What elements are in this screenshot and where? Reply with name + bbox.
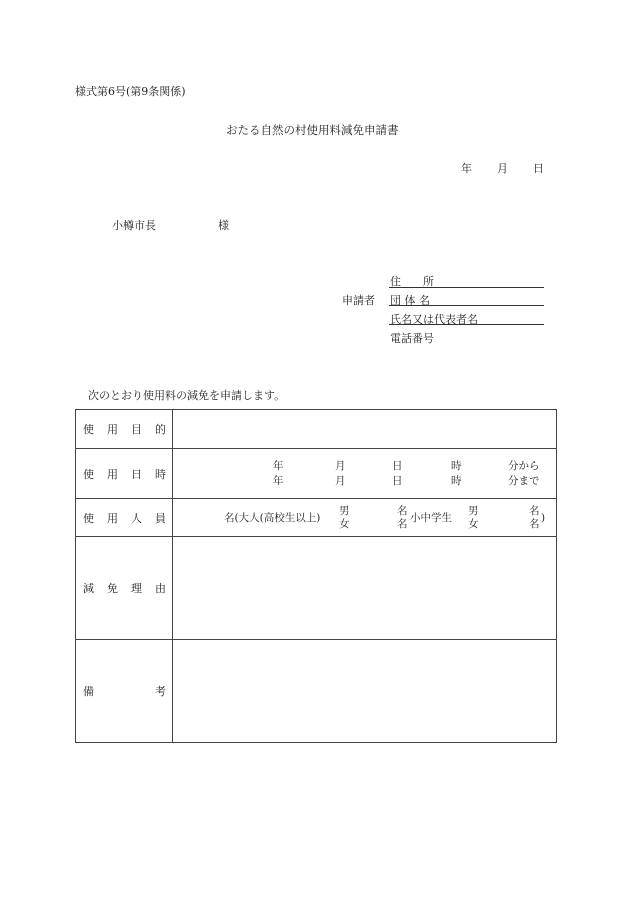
purpose-label-char: 用	[107, 423, 118, 436]
address-label: 住 所	[390, 275, 434, 288]
student-male-count-unit: 名	[529, 504, 540, 517]
applicant-label: 申請者	[342, 294, 375, 307]
date-year: 年	[461, 162, 472, 175]
people-label	[76, 499, 173, 537]
date-day: 日	[533, 162, 544, 175]
end-year: 年	[273, 474, 284, 487]
address-field[interactable]	[389, 287, 544, 288]
student-female-count-unit: 名	[529, 517, 540, 530]
group-name-label: 団 体 名	[390, 294, 430, 307]
start-day: 日	[392, 459, 403, 472]
student-male-label: 男	[468, 504, 479, 517]
document-title: おたる自然の村使用料減免申請書	[226, 123, 399, 137]
datetime-row	[76, 449, 557, 499]
reason-label-char: 減	[83, 582, 94, 595]
group-name-field[interactable]	[389, 305, 544, 306]
reason-label-char: 免	[107, 582, 118, 595]
reason-row	[76, 537, 557, 640]
datetime-field[interactable]	[173, 449, 557, 499]
student-label: 小中学生	[410, 511, 452, 524]
adult-female-label: 女	[339, 517, 350, 530]
application-table	[75, 409, 557, 743]
start-month: 月	[335, 459, 346, 472]
adult-female-count-unit: 名	[397, 517, 408, 530]
purpose-field[interactable]	[173, 410, 557, 449]
datetime-label-char: 使	[83, 467, 94, 481]
reason-label	[76, 537, 173, 640]
people-label-char: 使	[83, 511, 94, 525]
end-month: 月	[335, 474, 346, 487]
start-minute-from: 分から	[508, 459, 540, 472]
adult-male-count-unit: 名	[397, 504, 408, 517]
start-hour: 時	[451, 459, 462, 472]
end-day: 日	[392, 474, 403, 487]
purpose-row	[76, 410, 557, 449]
datetime-label-char: 時	[155, 467, 166, 481]
date-month: 月	[497, 162, 508, 175]
end-hour: 時	[451, 474, 462, 487]
notes-label-char: 備	[83, 685, 94, 698]
people-label-char: 人	[131, 511, 142, 525]
notes-label	[76, 640, 173, 743]
people-field[interactable]	[173, 499, 557, 537]
end-minute-until: 分まで	[508, 474, 540, 487]
adult-male-label: 男	[339, 504, 350, 517]
representative-name-field[interactable]	[389, 324, 544, 325]
intro-text: 次のとおり使用料の減免を申請します。	[88, 389, 286, 402]
form-number: 様式第6号(第9条関係)	[75, 85, 186, 98]
datetime-label-char: 日	[131, 467, 142, 481]
purpose-label-char: 的	[155, 423, 166, 436]
purpose-label-char: 使	[83, 423, 94, 436]
phone-label: 電話番号	[390, 332, 434, 345]
notes-label-char: 考	[155, 685, 166, 698]
people-row	[76, 499, 557, 537]
representative-name-label: 氏名又は代表者名	[390, 313, 478, 326]
datetime-label-char: 用	[107, 467, 118, 481]
student-female-label: 女	[468, 517, 479, 530]
datetime-label	[76, 449, 173, 499]
start-year: 年	[273, 459, 284, 472]
reason-field[interactable]	[173, 537, 557, 640]
notes-field[interactable]	[173, 640, 557, 743]
notes-row	[76, 640, 557, 743]
addressee-sama: 様	[218, 219, 229, 232]
purpose-label-char: 目	[131, 423, 142, 436]
purpose-label	[76, 410, 173, 449]
reason-label-char: 由	[155, 582, 166, 595]
people-label-char: 用	[107, 511, 118, 525]
adult-label: 名(大人(高校生以上)	[224, 511, 321, 524]
addressee-mayor: 小樽市長	[112, 219, 156, 232]
reason-label-char: 理	[131, 582, 142, 595]
people-label-char: 員	[155, 511, 166, 525]
close-paren: )	[541, 511, 546, 524]
